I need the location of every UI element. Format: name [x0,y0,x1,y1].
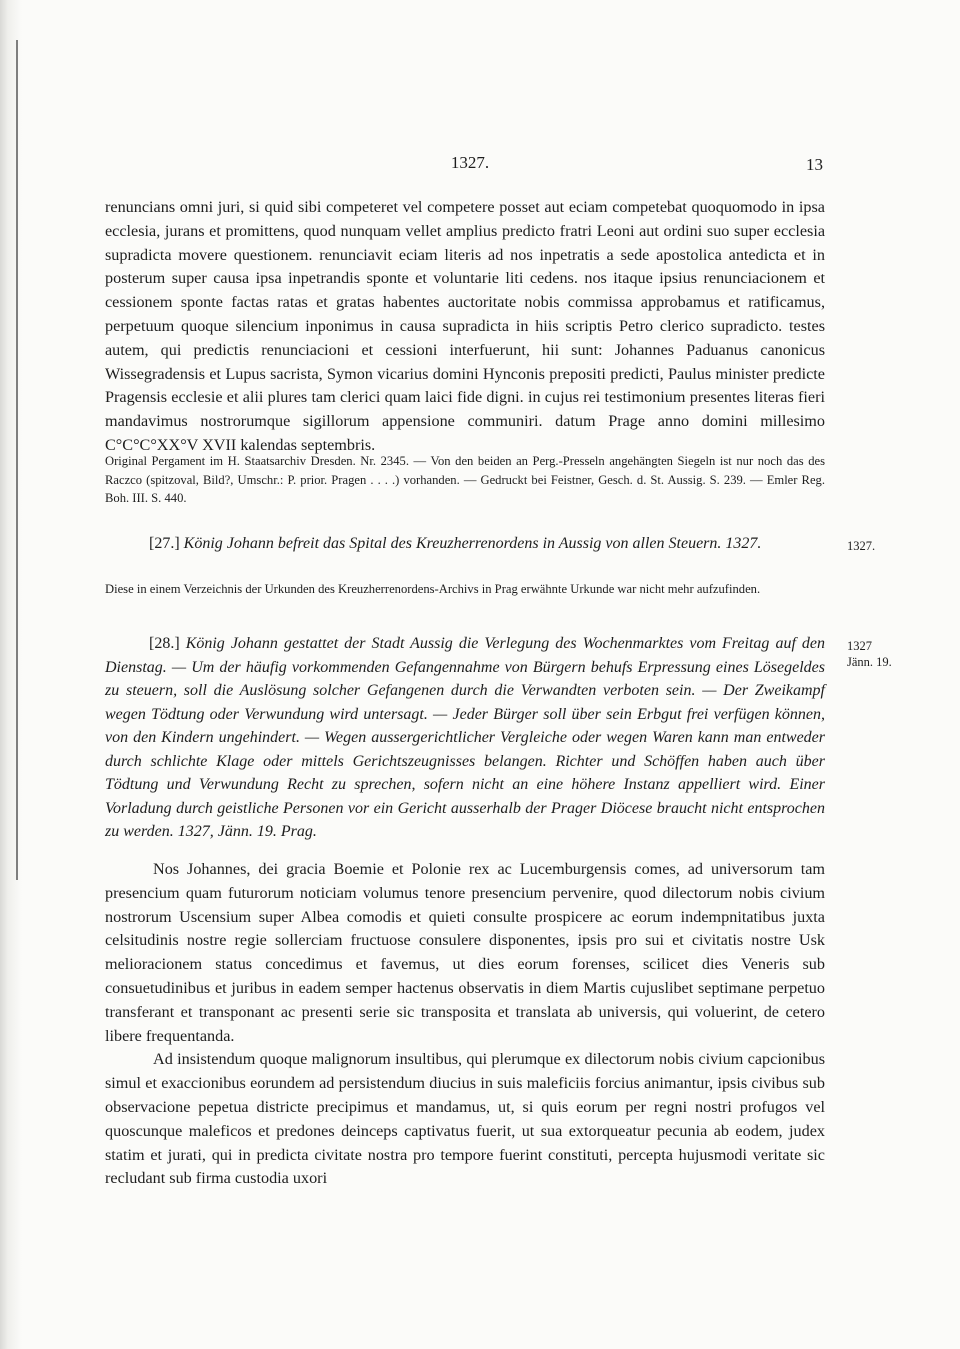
document-28-paragraph-1: Nos Johannes, dei gracia Boemie et Polonie rex ac Lucemburgensis comes, ad universorum tam presencium quam futurorum noticiam volumus tenore presencium pervenire, quod dilectorum nobis civium nostrorum Uscensium super Albea comodis et quieti consulte prospicere ac eorum indempnitatibus juxta celsitudinis nostre regie sollerciam fructuose consulere disponentes, ipsis pro sui et civitatis nostre Usk melioracionem status concedimus et favemus, ut dies eorum forenses, scilicet dies Veneris sub consuetudinibus et juribus in eadem semper hactenus observatis in diem Martis cujuslibet septimane perpetuo transferant et transponant ac presenti serie sic transposita et translata ab universis, qui voluerint, de cetero libere frequentanda. [105,860,825,1045]
document-28-text [105,858,825,1191]
document-28-summary: König Johann gestattet der Stadt Aussig die Verlegung des Wochenmarktes vom Freitag auf den Dienstag. — Um der häufig vorkommenden Gefangennahme von Bürgern behufs Erpressung eines Lösegeldes zu steuern, soll die Auslösung solcher Gefangenen durch die Verwandten verboten sein. — Der Zweikampf wegen Tödtung oder Verwundung wird untersagt. — Jeder Bürger soll über sein Erbgut frei verfügen können, von den Kindern ungehindert. — Wegen aussergerichtlicher Vergleiche oder wegen Waren kann man entweder durch schlichte Klage oder mittels Gerichtszeugnisses belangen. Richter und Schöffen haben auch über Tödtung und Verwundung Recht zu sprechen, sofern nicht an eine höhere Instanz appelliert wird. Einer Vorladung durch geistliche Personen vor ein Gericht ausserhalb der Prager Diöcese braucht nicht entsprochen zu werden. 1327, Jänn. 19. Prag. [105,635,826,840]
document-27-title: König Johann befreit das Spital des Kreuzherrenordens in Aussig von allen Steuern. 1327. [183,535,762,552]
document-27-number: [27.] [149,535,180,552]
page-number: 13 [806,155,823,174]
document-26-text [105,196,825,458]
scan-edge-line [16,40,18,880]
document-26-body: renuncians omni juri, si quid sibi competeret vel competere posset aut eciam competebat quoquomodo in ipsa ecclesia, jurans et promittens, quod nunquam vellet amplius predicto fratri Leoni aut ordini suo super ecclesia supradicta movere questionem. renunciavit eciam literis ad nos inpetratis a sede apostolica antedicta et in posterum super causa ipsa inpetrandis sponte et voluntarie liti cedens. nos itaque ipsius renunciacionem et cessionem sponte factas ratas et gratas habentes auctoritate nobis commissa approbamus et ratificamus, perpetuum quoque silencium inponimus in causa supradicta in hiis scriptis Petro clerico supradicto. testes autem, qui predictis renunciacioni et cessioni interfuerunt, hii sunt: Johannes Paduanus canonicus Wissegradensis et Lupus sacrista, Symon vicarius domini Hynconis prepositi predicti, Paulus minister predicte Pragensis ecclesie et alii plures tam clerici quam laici fide digni. in cujus rei testimonium presentes literas fieri mandavimus nostrorumque sigillorum appensione communiri. datum Prage anno domini millesimo C°C°C°XX°V XVII kalendas septembris. [105,198,825,454]
document-28-margin [847,638,907,670]
document-26-source [105,452,825,508]
document-27-margin-date: 1327. [847,539,876,553]
margin-year: 1327 [847,639,872,653]
document-28-number: [28.] [149,635,180,652]
margin-date: Jänn. 19. [847,655,892,669]
document-27-note [105,580,825,599]
archive-note: Diese in einem Verzeichnis der Urkunden des Kreuzherrenordens-Archivs in Prag erwähnte Urkunde war nicht mehr aufzufinden. [105,582,761,596]
scan-edge [0,0,22,1349]
running-head-year: 1327. [450,153,490,172]
document-27-regest [105,532,825,556]
document-28-paragraph-2: Ad insistendum quoque malignorum insultibus, qui plerumque ex dilectorum nobis civium capcionibus simul et exaccionibus eorundem ad persistendum diucius in suis maleficiis forcius animantur, ipsis civibus sub observacione pepetua districte precipimus et mandamus, ut, si quis eorum per regni nostri profugos vel quoscunque maleficos et predones deinceps captivatus fuerit, ut sua extorqueatur pecunia ab eodem, judex statim et jurati, qui in predicta civitate nostra pro tempore fuerint constituti, percepta hujusmodi veritate sic recludant sub firma custodia uxori [105,1050,825,1188]
document-28-regest [105,632,825,844]
source-note: Original Pergament im H. Staatsarchiv Dresden. Nr. 2345. — Von den beiden an Perg.-Presseln angehängten Siegeln ist nur noch das des Raczco (spitzoval, Bild?, Umschr.: P. prior. Pragen . . . .) vorhanden. — Gedruckt bei Feistner, Gesch. d. St. Aussig. S. 239. — Emler Reg. Boh. III. S. 440. [105,454,825,505]
